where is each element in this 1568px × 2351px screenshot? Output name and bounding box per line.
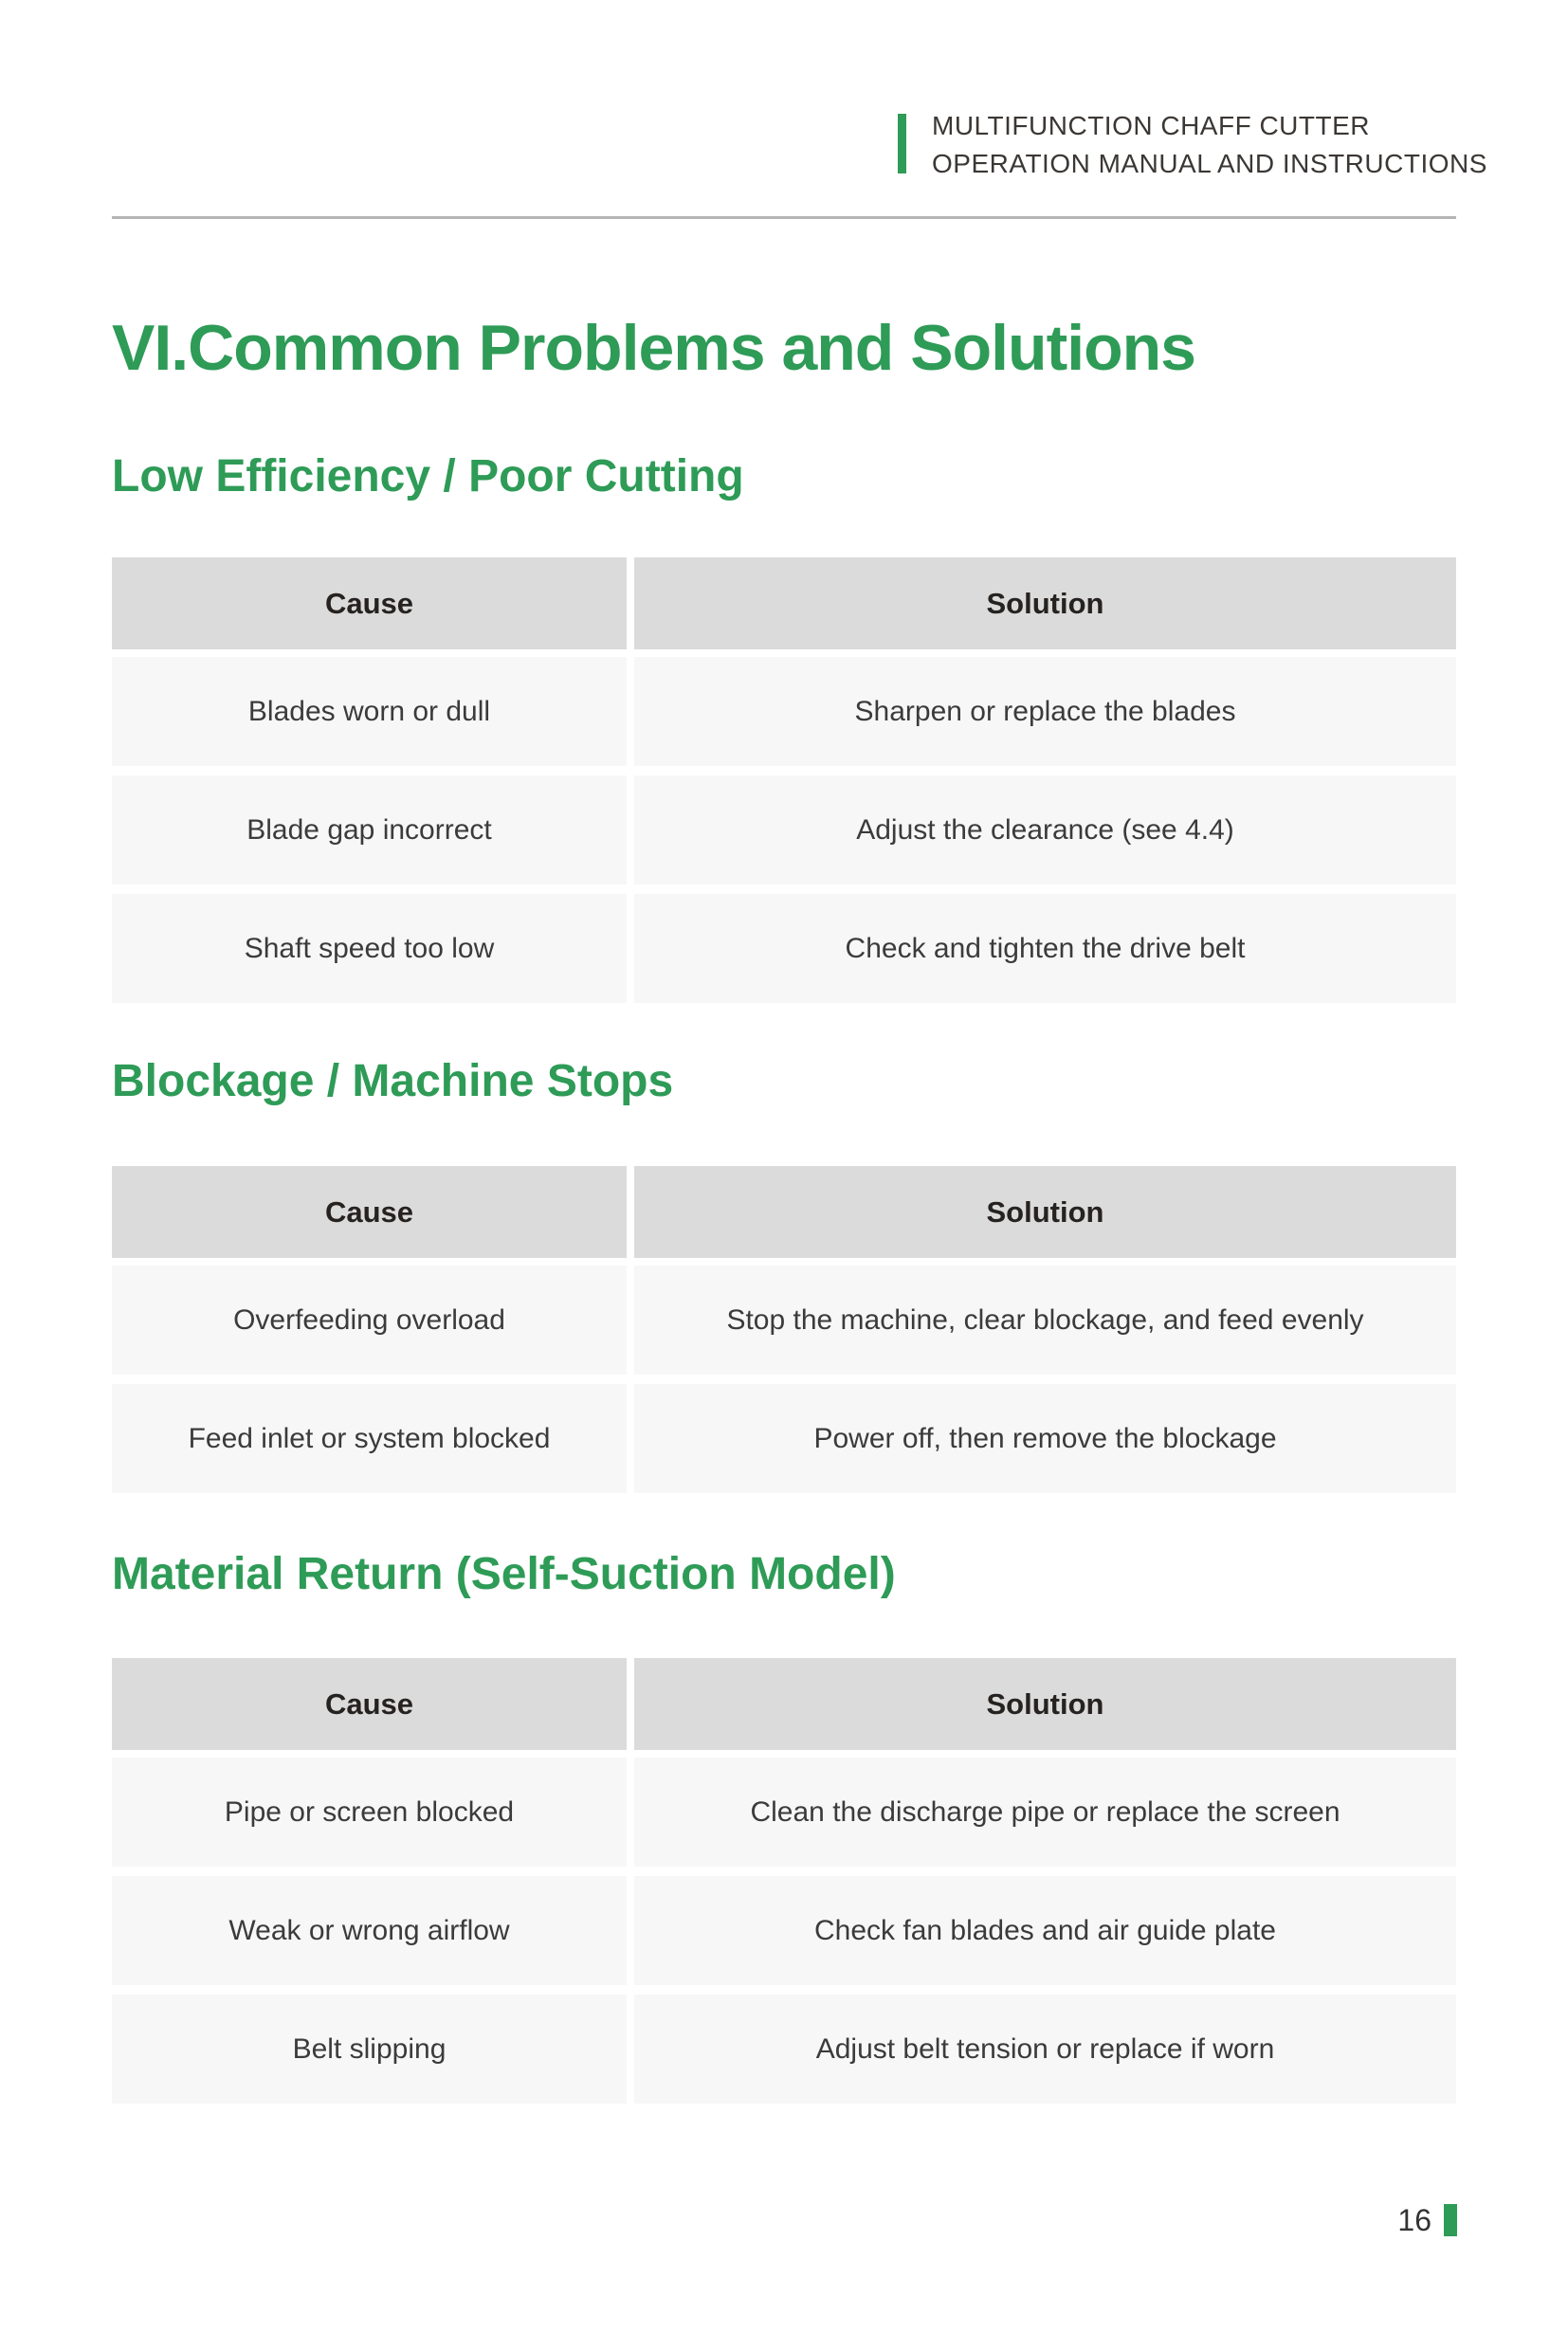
document-header — [898, 107, 1487, 183]
cell-cause: Weak or wrong airflow — [112, 1876, 627, 1985]
cell-cause: Pipe or screen blocked — [112, 1758, 627, 1867]
header-divider — [112, 216, 1456, 219]
footer-accent-bar-icon — [1444, 2204, 1457, 2236]
table-blockage — [112, 1166, 1456, 1493]
cell-cause: Feed inlet or system blocked — [112, 1384, 627, 1493]
column-header-solution: Solution — [634, 1658, 1456, 1750]
table-row — [112, 1266, 1456, 1375]
column-header-cause: Cause — [112, 1166, 627, 1258]
column-header-cause: Cause — [112, 557, 627, 649]
page-title: VI.Common Problems and Solutions — [112, 312, 1195, 384]
table-row — [112, 1876, 1456, 1985]
header-accent-bar-icon — [898, 114, 906, 173]
cell-cause: Blade gap incorrect — [112, 775, 627, 884]
cell-solution: Adjust the clearance (see 4.4) — [634, 775, 1456, 884]
table-material-return — [112, 1658, 1456, 2104]
page-footer — [1397, 2201, 1457, 2239]
manual-title-line-1: MULTIFUNCTION CHAFF CUTTER — [932, 111, 1370, 140]
table-row — [112, 1758, 1456, 1867]
cell-cause: Blades worn or dull — [112, 657, 627, 766]
cell-solution: Stop the machine, clear blockage, and feed evenly — [634, 1266, 1456, 1375]
table-row — [112, 894, 1456, 1003]
section-heading-blockage: Blockage / Machine Stops — [112, 1056, 674, 1106]
cell-solution: Sharpen or replace the blades — [634, 657, 1456, 766]
cell-solution: Adjust belt tension or replace if worn — [634, 1995, 1456, 2104]
column-header-solution: Solution — [634, 557, 1456, 649]
table-row — [112, 775, 1456, 884]
table-header-row — [112, 1658, 1456, 1750]
cell-solution: Power off, then remove the blockage — [634, 1384, 1456, 1493]
cell-solution: Clean the discharge pipe or replace the screen — [634, 1758, 1456, 1867]
section-heading-low-efficiency: Low Efficiency / Poor Cutting — [112, 451, 744, 501]
manual-title-line-2: OPERATION MANUAL AND INSTRUCTIONS — [932, 149, 1487, 178]
page-number: 16 — [1397, 2203, 1431, 2237]
table-row — [112, 1995, 1456, 2104]
table-row — [112, 657, 1456, 766]
cell-cause: Overfeeding overload — [112, 1266, 627, 1375]
table-header-row — [112, 1166, 1456, 1258]
section-heading-material-return: Material Return (Self-Suction Model) — [112, 1549, 896, 1599]
manual-title-block — [932, 107, 1487, 183]
cell-cause: Shaft speed too low — [112, 894, 627, 1003]
cell-solution: Check fan blades and air guide plate — [634, 1876, 1456, 1985]
table-low-efficiency — [112, 557, 1456, 1003]
table-row — [112, 1384, 1456, 1493]
cell-cause: Belt slipping — [112, 1995, 627, 2104]
column-header-solution: Solution — [634, 1166, 1456, 1258]
table-header-row — [112, 557, 1456, 649]
column-header-cause: Cause — [112, 1658, 627, 1750]
cell-solution: Check and tighten the drive belt — [634, 894, 1456, 1003]
